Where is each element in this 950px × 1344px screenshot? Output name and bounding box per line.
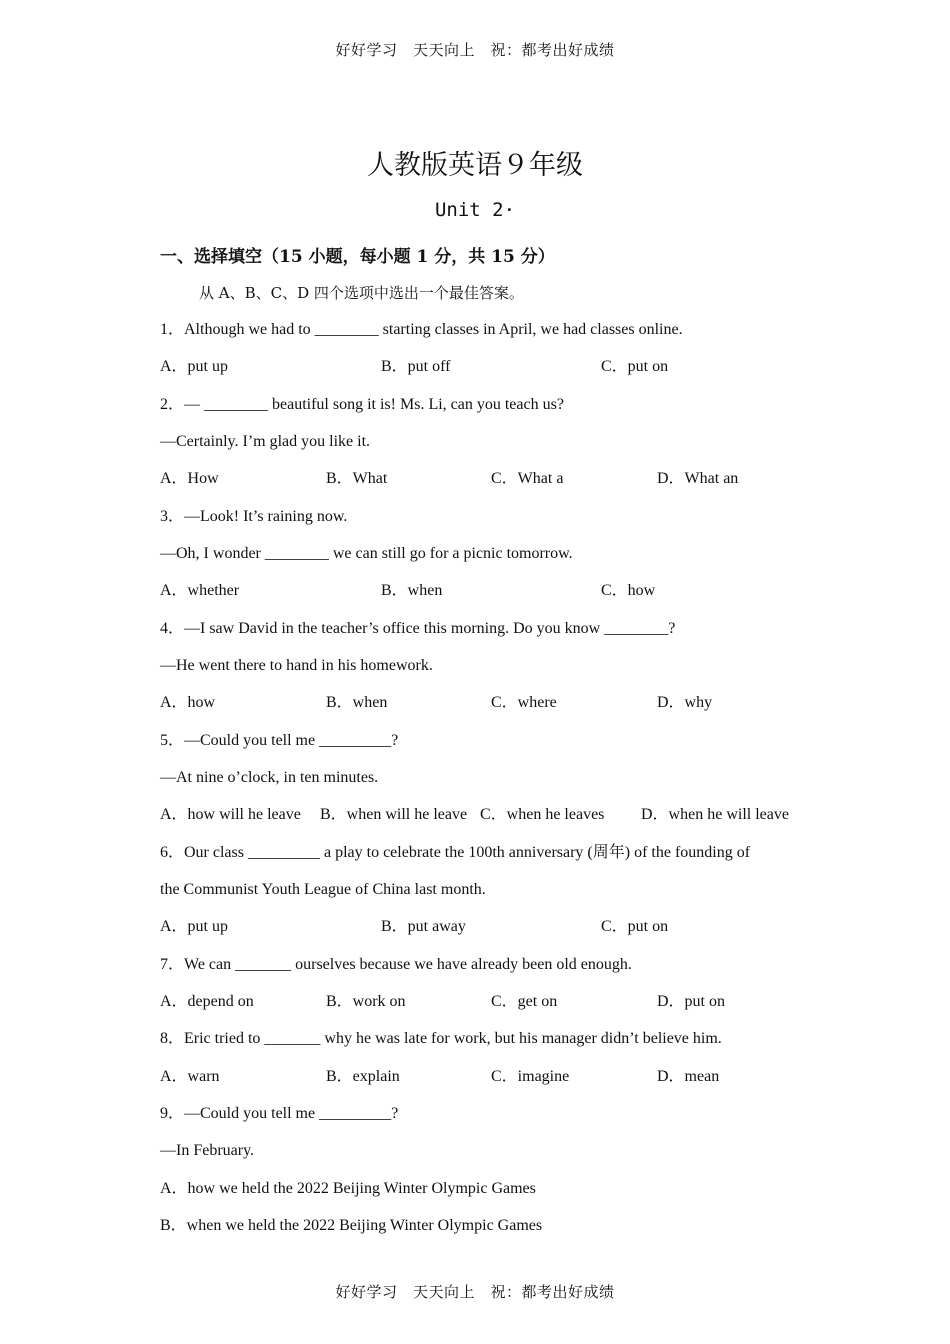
option-d: D．put on bbox=[657, 993, 726, 1010]
question-3-stem: 3．—Look! It’s raining now. bbox=[160, 508, 348, 525]
option-a: A．how will he leave bbox=[160, 806, 301, 823]
question-3-reply: —Oh, I wonder ________ we can still go for a picnic tomorrow. bbox=[160, 545, 573, 562]
question-9-option-b: B．when we held the 2022 Beijing Winter Olympic Games bbox=[160, 1217, 543, 1234]
option-b: B．when will he leave bbox=[320, 806, 468, 823]
section-heading: 一、选择填空（15 小题，每小题 1 分，共 15 分） bbox=[160, 247, 555, 267]
option-b: B．when bbox=[326, 694, 388, 711]
question-6-stem-cont: the Communist Youth League of China last month. bbox=[160, 881, 486, 898]
option-b: B．work on bbox=[326, 993, 406, 1010]
question-6-stem: 6．Our class _________ a play to celebrate the 100th anniversary (周年) of the founding of bbox=[160, 844, 751, 861]
option-a: A．depend on bbox=[160, 993, 254, 1010]
option-c: C．get on bbox=[491, 993, 558, 1010]
option-b: B．put away bbox=[381, 918, 466, 935]
option-d: D．when he will leave bbox=[641, 806, 789, 823]
option-b: B．explain bbox=[326, 1068, 400, 1085]
question-5-stem: 5．—Could you tell me _________? bbox=[160, 732, 399, 749]
option-c: C．put on bbox=[601, 918, 669, 935]
option-c: C．how bbox=[601, 582, 656, 599]
option-c: C．when he leaves bbox=[480, 806, 605, 823]
option-b: B．put off bbox=[381, 358, 451, 375]
option-a: A．how bbox=[160, 694, 216, 711]
page-header: 好好学习 天天向上 祝：都考出好成绩 bbox=[335, 41, 615, 59]
question-8-stem: 8．Eric tried to _______ why he was late for work, but his manager didn’t believe him. bbox=[160, 1030, 722, 1047]
question-2-stem: 2．— ________ beautiful song it is! Ms. Li, can you teach us? bbox=[160, 396, 564, 413]
question-9-stem: 9．—Could you tell me _________? bbox=[160, 1105, 399, 1122]
option-a: A．put up bbox=[160, 918, 229, 935]
question-1-stem: 1．Although we had to ________ starting classes in April, we had classes online. bbox=[160, 321, 683, 338]
question-9-reply: —In February. bbox=[160, 1142, 255, 1159]
option-c: C．put on bbox=[601, 358, 669, 375]
question-5-reply: —At nine o’clock, in ten minutes. bbox=[160, 769, 379, 786]
page-footer: 好好学习 天天向上 祝：都考出好成绩 bbox=[335, 1283, 615, 1301]
question-4-stem: 4．—I saw David in the teacher’s office this morning. Do you know ________? bbox=[160, 620, 676, 637]
option-a: A．whether bbox=[160, 582, 240, 599]
option-a: A．warn bbox=[160, 1068, 220, 1085]
option-b: B．when bbox=[381, 582, 443, 599]
question-7-stem: 7．We can _______ ourselves because we have already been old enough. bbox=[160, 956, 632, 973]
option-c: C．What a bbox=[491, 470, 564, 487]
question-2-reply: —Certainly. I’m glad you like it. bbox=[160, 433, 371, 450]
option-d: D．mean bbox=[657, 1068, 720, 1085]
option-b: B．What bbox=[326, 470, 388, 487]
option-c: C．where bbox=[491, 694, 557, 711]
document-title: 人教版英语９年级 bbox=[367, 150, 583, 181]
question-4-reply: —He went there to hand in his homework. bbox=[160, 657, 433, 674]
unit-subtitle: Unit 2· bbox=[434, 199, 516, 221]
section-instruction: 从 A、B、C、D 四个选项中选出一个最佳答案。 bbox=[199, 284, 524, 302]
option-d: D．What an bbox=[657, 470, 739, 487]
option-a: A．put up bbox=[160, 358, 229, 375]
option-a: A．How bbox=[160, 470, 219, 487]
question-9-option-a: A．how we held the 2022 Beijing Winter Olympic Games bbox=[160, 1180, 536, 1197]
option-d: D．why bbox=[657, 694, 713, 711]
option-c: C．imagine bbox=[491, 1068, 570, 1085]
